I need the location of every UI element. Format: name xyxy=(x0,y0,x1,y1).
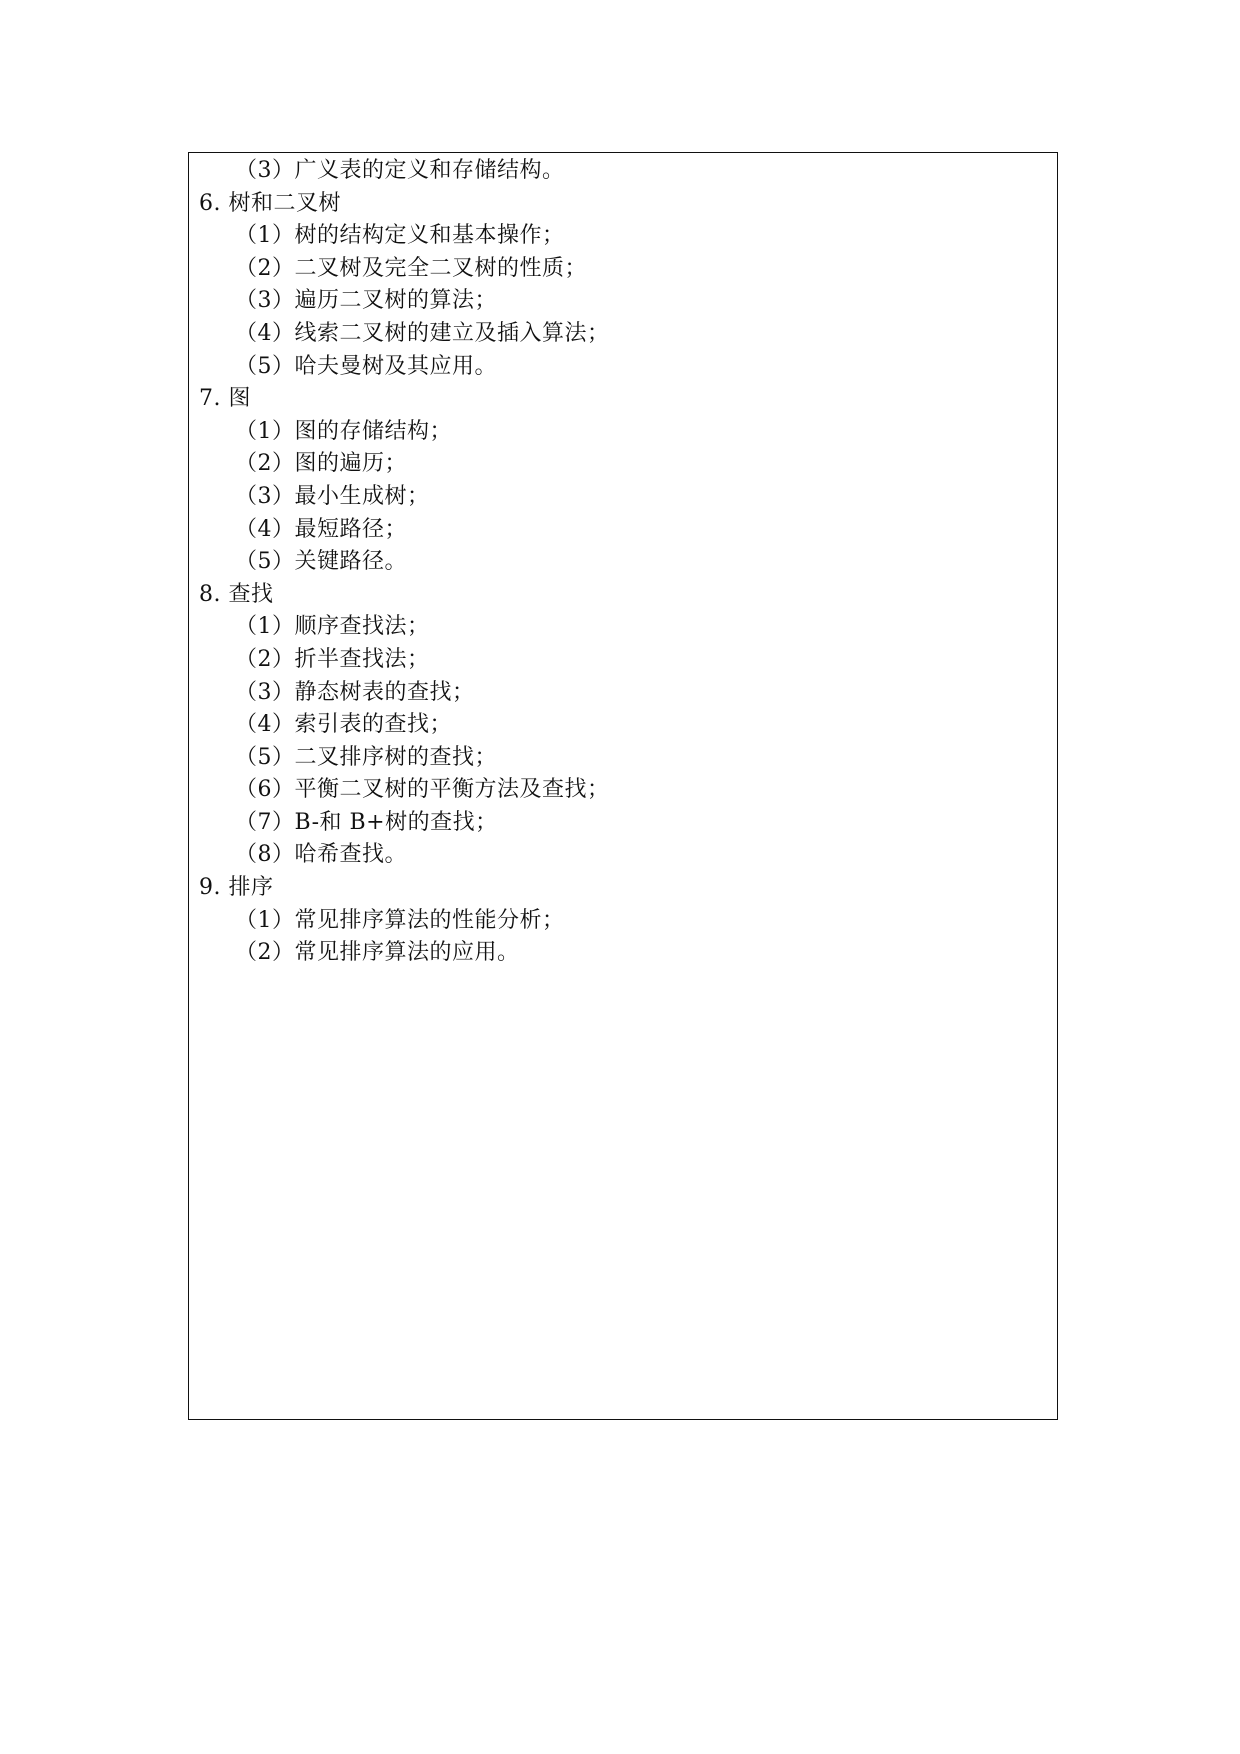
list-item: （1）常见排序算法的性能分析； xyxy=(235,907,565,933)
list-item: （7）B-和 B+树的查找； xyxy=(235,809,498,835)
list-item: （8）哈希查找。 xyxy=(235,842,407,868)
list-item: （3）最小生成树； xyxy=(235,483,430,509)
list-item: （2）二叉树及完全二叉树的性质； xyxy=(235,255,587,281)
list-item: （1）树的结构定义和基本操作； xyxy=(235,223,565,249)
list-item: （4）最短路径； xyxy=(235,516,407,542)
list-item: （4）索引表的查找； xyxy=(235,712,452,738)
list-item: （2）常见排序算法的应用。 xyxy=(235,940,520,966)
section-title-graphs: 7. 图 xyxy=(199,386,251,412)
list-item: （5）关键路径。 xyxy=(235,549,407,575)
syllabus-content xyxy=(199,155,1047,970)
list-item: （3）广义表的定义和存储结构。 xyxy=(235,158,565,183)
section-title-search: 8. 查找 xyxy=(199,581,274,607)
list-item: （3）静态树表的查找； xyxy=(235,679,475,705)
section-title-trees: 6. 树和二叉树 xyxy=(199,190,341,216)
list-item: （6）平衡二叉树的平衡方法及查找； xyxy=(235,777,610,803)
list-item: （1）图的存储结构； xyxy=(235,418,452,444)
syllabus-table-cell xyxy=(188,152,1058,1420)
list-item: （2）折半查找法； xyxy=(235,646,430,672)
section-title-sorting: 9. 排序 xyxy=(199,875,274,901)
list-item: （2）图的遍历； xyxy=(235,451,407,477)
list-item: （1）顺序查找法； xyxy=(235,614,430,640)
list-item: （4）线索二叉树的建立及插入算法； xyxy=(235,320,610,346)
list-item: （5）二叉排序树的查找； xyxy=(235,744,497,770)
list-item: （3）遍历二叉树的算法； xyxy=(235,288,497,314)
list-item: （5）哈夫曼树及其应用。 xyxy=(235,353,497,379)
